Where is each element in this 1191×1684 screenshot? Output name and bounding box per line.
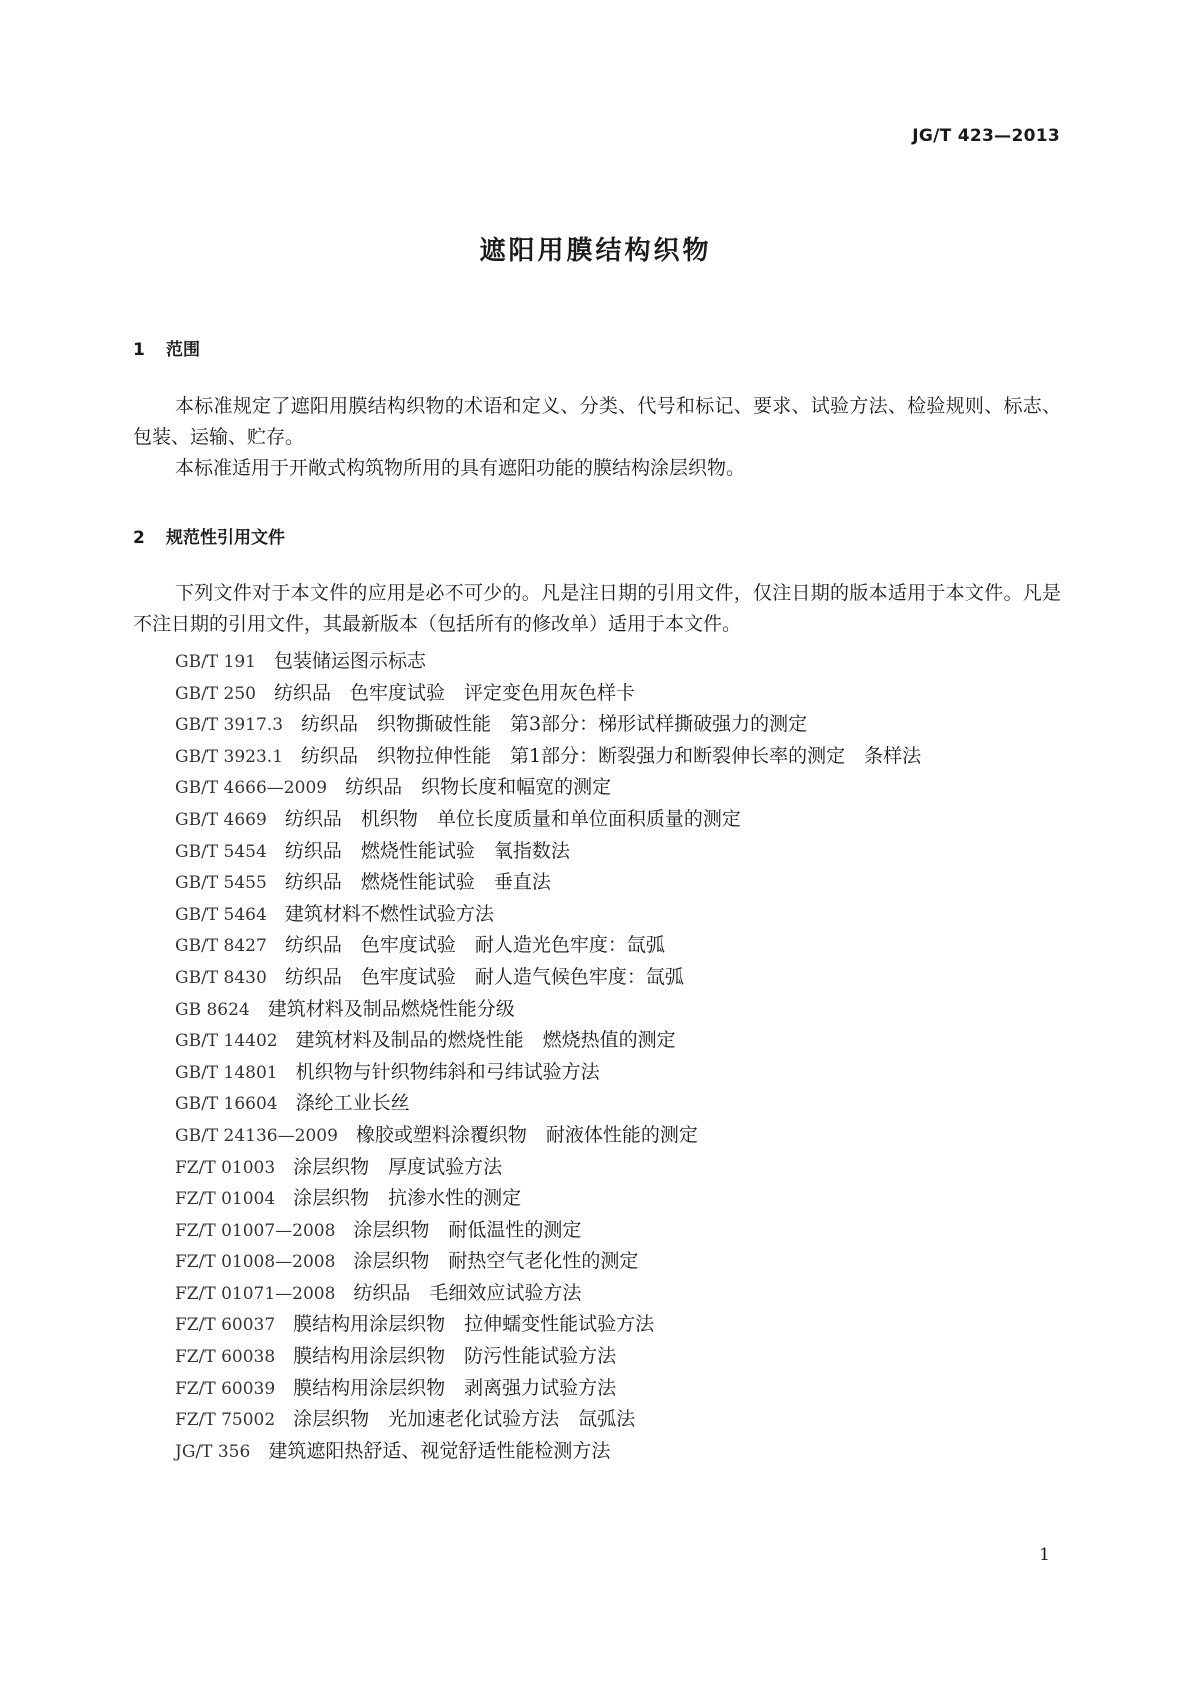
reference-item	[175, 1152, 1055, 1184]
scope-paragraph: 本标准适用于开敞式构筑物所用的具有遮阳功能的膜结构涂层织物。	[175, 457, 746, 479]
reference-title: 纺织品 毛细效应试验方法	[353, 1281, 582, 1304]
reference-title: 机织物与针织物纬斜和弓纬试验方法	[295, 1060, 600, 1083]
reference-code: FZ/T 60039	[175, 1378, 276, 1399]
reference-item	[175, 804, 1055, 836]
reference-code: GB/T 14402	[175, 1031, 278, 1052]
reference-title: 涤纶工业长丝	[295, 1092, 410, 1115]
reference-title: 纺织品 燃烧性能试验 氧指数法	[284, 839, 570, 862]
reference-title: 纺织品 织物拉伸性能 第1部分：断裂强力和断裂伸长率的测定 条样法	[301, 744, 922, 767]
reference-item	[175, 1341, 1055, 1373]
reference-item	[175, 994, 1055, 1026]
reference-title: 涂层织物 抗渗水性的测定	[293, 1187, 522, 1210]
reference-code: GB/T 3923.1	[175, 746, 284, 767]
reference-item	[175, 646, 1055, 678]
reference-code: FZ/T 01008—2008	[175, 1252, 336, 1273]
reference-item	[175, 709, 1055, 741]
reference-title: 建筑材料不燃性试验方法	[284, 902, 494, 925]
reference-code: FZ/T 75002	[175, 1410, 276, 1431]
reference-title: 纺织品 机织物 单位长度质量和单位面积质量的测定	[284, 807, 741, 830]
reference-code: FZ/T 01003	[175, 1157, 276, 1178]
reference-code: FZ/T 01007—2008	[175, 1220, 336, 1241]
reference-code: GB/T 8427	[175, 936, 267, 957]
reference-item	[175, 1246, 1055, 1278]
section-heading-normative-references	[133, 523, 285, 548]
reference-code: GB/T 24136—2009	[175, 1125, 338, 1146]
references-intro-paragraph: 下列文件对于本文件的应用是必不可少的。凡是注日期的引用文件，仅注日期的版本适用于本文件。凡是不注日期的引用文件，其最新版本（包括所有的修改单）适用于本文件。	[133, 582, 1061, 635]
reference-title: 纺织品 织物长度和幅宽的测定	[345, 776, 612, 799]
reference-code: GB/T 5455	[175, 873, 267, 894]
reference-item	[175, 741, 1055, 773]
reference-list	[175, 646, 1055, 1467]
reference-title: 建筑材料及制品的燃烧性能 燃烧热值的测定	[295, 1029, 676, 1052]
reference-code: GB 8624	[175, 999, 250, 1020]
reference-item	[175, 772, 1055, 804]
reference-item	[175, 930, 1055, 962]
section-heading-scope	[133, 335, 200, 360]
reference-title: 纺织品 色牢度试验 耐人造光色牢度：氙弧	[284, 934, 665, 957]
reference-title: 膜结构用涂层织物 防污性能试验方法	[293, 1345, 617, 1368]
reference-title: 纺织品 色牢度试验 评定变色用灰色样卡	[274, 681, 636, 704]
document-title: 遮阳用膜结构织物	[479, 236, 712, 266]
reference-code: FZ/T 60037	[175, 1315, 276, 1336]
reference-item	[175, 1057, 1055, 1089]
reference-code: GB/T 14801	[175, 1062, 278, 1083]
reference-item	[175, 962, 1055, 994]
reference-title: 膜结构用涂层织物 剥离强力试验方法	[293, 1376, 617, 1399]
reference-code: GB/T 4669	[175, 809, 267, 830]
reference-item	[175, 1309, 1055, 1341]
reference-item	[175, 678, 1055, 710]
reference-title: 建筑材料及制品燃烧性能分级	[267, 997, 515, 1020]
reference-title: 涂层织物 光加速老化试验方法 氙弧法	[293, 1408, 636, 1431]
reference-title: 涂层织物 耐低温性的测定	[353, 1218, 582, 1241]
reference-code: GB/T 191	[175, 652, 256, 672]
section-number: 2	[133, 528, 145, 548]
reference-item	[175, 836, 1055, 868]
reference-title: 膜结构用涂层织物 拉伸蠕变性能试验方法	[293, 1313, 655, 1336]
reference-title: 纺织品 燃烧性能试验 垂直法	[284, 871, 551, 894]
reference-title: 包装储运图示标志	[274, 650, 427, 672]
reference-code: GB/T 4666—2009	[175, 778, 328, 799]
reference-code: GB/T 3917.3	[175, 715, 284, 736]
reference-code: GB/T 5464	[175, 904, 267, 925]
reference-code: GB/T 250	[175, 683, 256, 704]
page-number: 1	[1039, 1545, 1050, 1565]
reference-item	[175, 1404, 1055, 1436]
reference-code: FZ/T 01071—2008	[175, 1283, 336, 1304]
reference-item	[175, 1436, 1055, 1468]
reference-code: GB/T 8430	[175, 967, 267, 988]
reference-item	[175, 1120, 1055, 1152]
reference-item	[175, 1215, 1055, 1247]
reference-code: GB/T 5454	[175, 841, 267, 862]
section-number: 1	[133, 340, 145, 360]
reference-code: JG/T 356	[175, 1441, 251, 1462]
reference-code: FZ/T 60038	[175, 1347, 276, 1368]
section-title: 范围	[166, 340, 200, 360]
reference-title: 橡胶或塑料涂覆织物 耐液体性能的测定	[355, 1123, 698, 1146]
reference-title: 涂层织物 厚度试验方法	[293, 1155, 503, 1178]
section-title: 规范性引用文件	[166, 528, 285, 548]
reference-title: 涂层织物 耐热空气老化性的测定	[353, 1250, 639, 1273]
reference-title: 纺织品 织物撕破性能 第3部分：梯形试样撕破强力的测定	[301, 713, 808, 736]
standard-code: JG/T 423—2013	[912, 126, 1060, 146]
reference-item	[175, 1088, 1055, 1120]
reference-item	[175, 1025, 1055, 1057]
reference-item	[175, 1278, 1055, 1310]
reference-item	[175, 1183, 1055, 1215]
scope-paragraph: 本标准规定了遮阳用膜结构织物的术语和定义、分类、代号和标记、要求、试验方法、检验规则、标志、包装、运输、贮存。	[133, 395, 1061, 448]
reference-item	[175, 867, 1055, 899]
reference-item	[175, 1373, 1055, 1405]
reference-code: GB/T 16604	[175, 1094, 278, 1115]
reference-title: 建筑遮阳热舒适、视觉舒适性能检测方法	[268, 1439, 611, 1462]
reference-code: FZ/T 01004	[175, 1189, 276, 1210]
reference-title: 纺织品 色牢度试验 耐人造气候色牢度：氙弧	[284, 965, 684, 988]
reference-item	[175, 899, 1055, 931]
